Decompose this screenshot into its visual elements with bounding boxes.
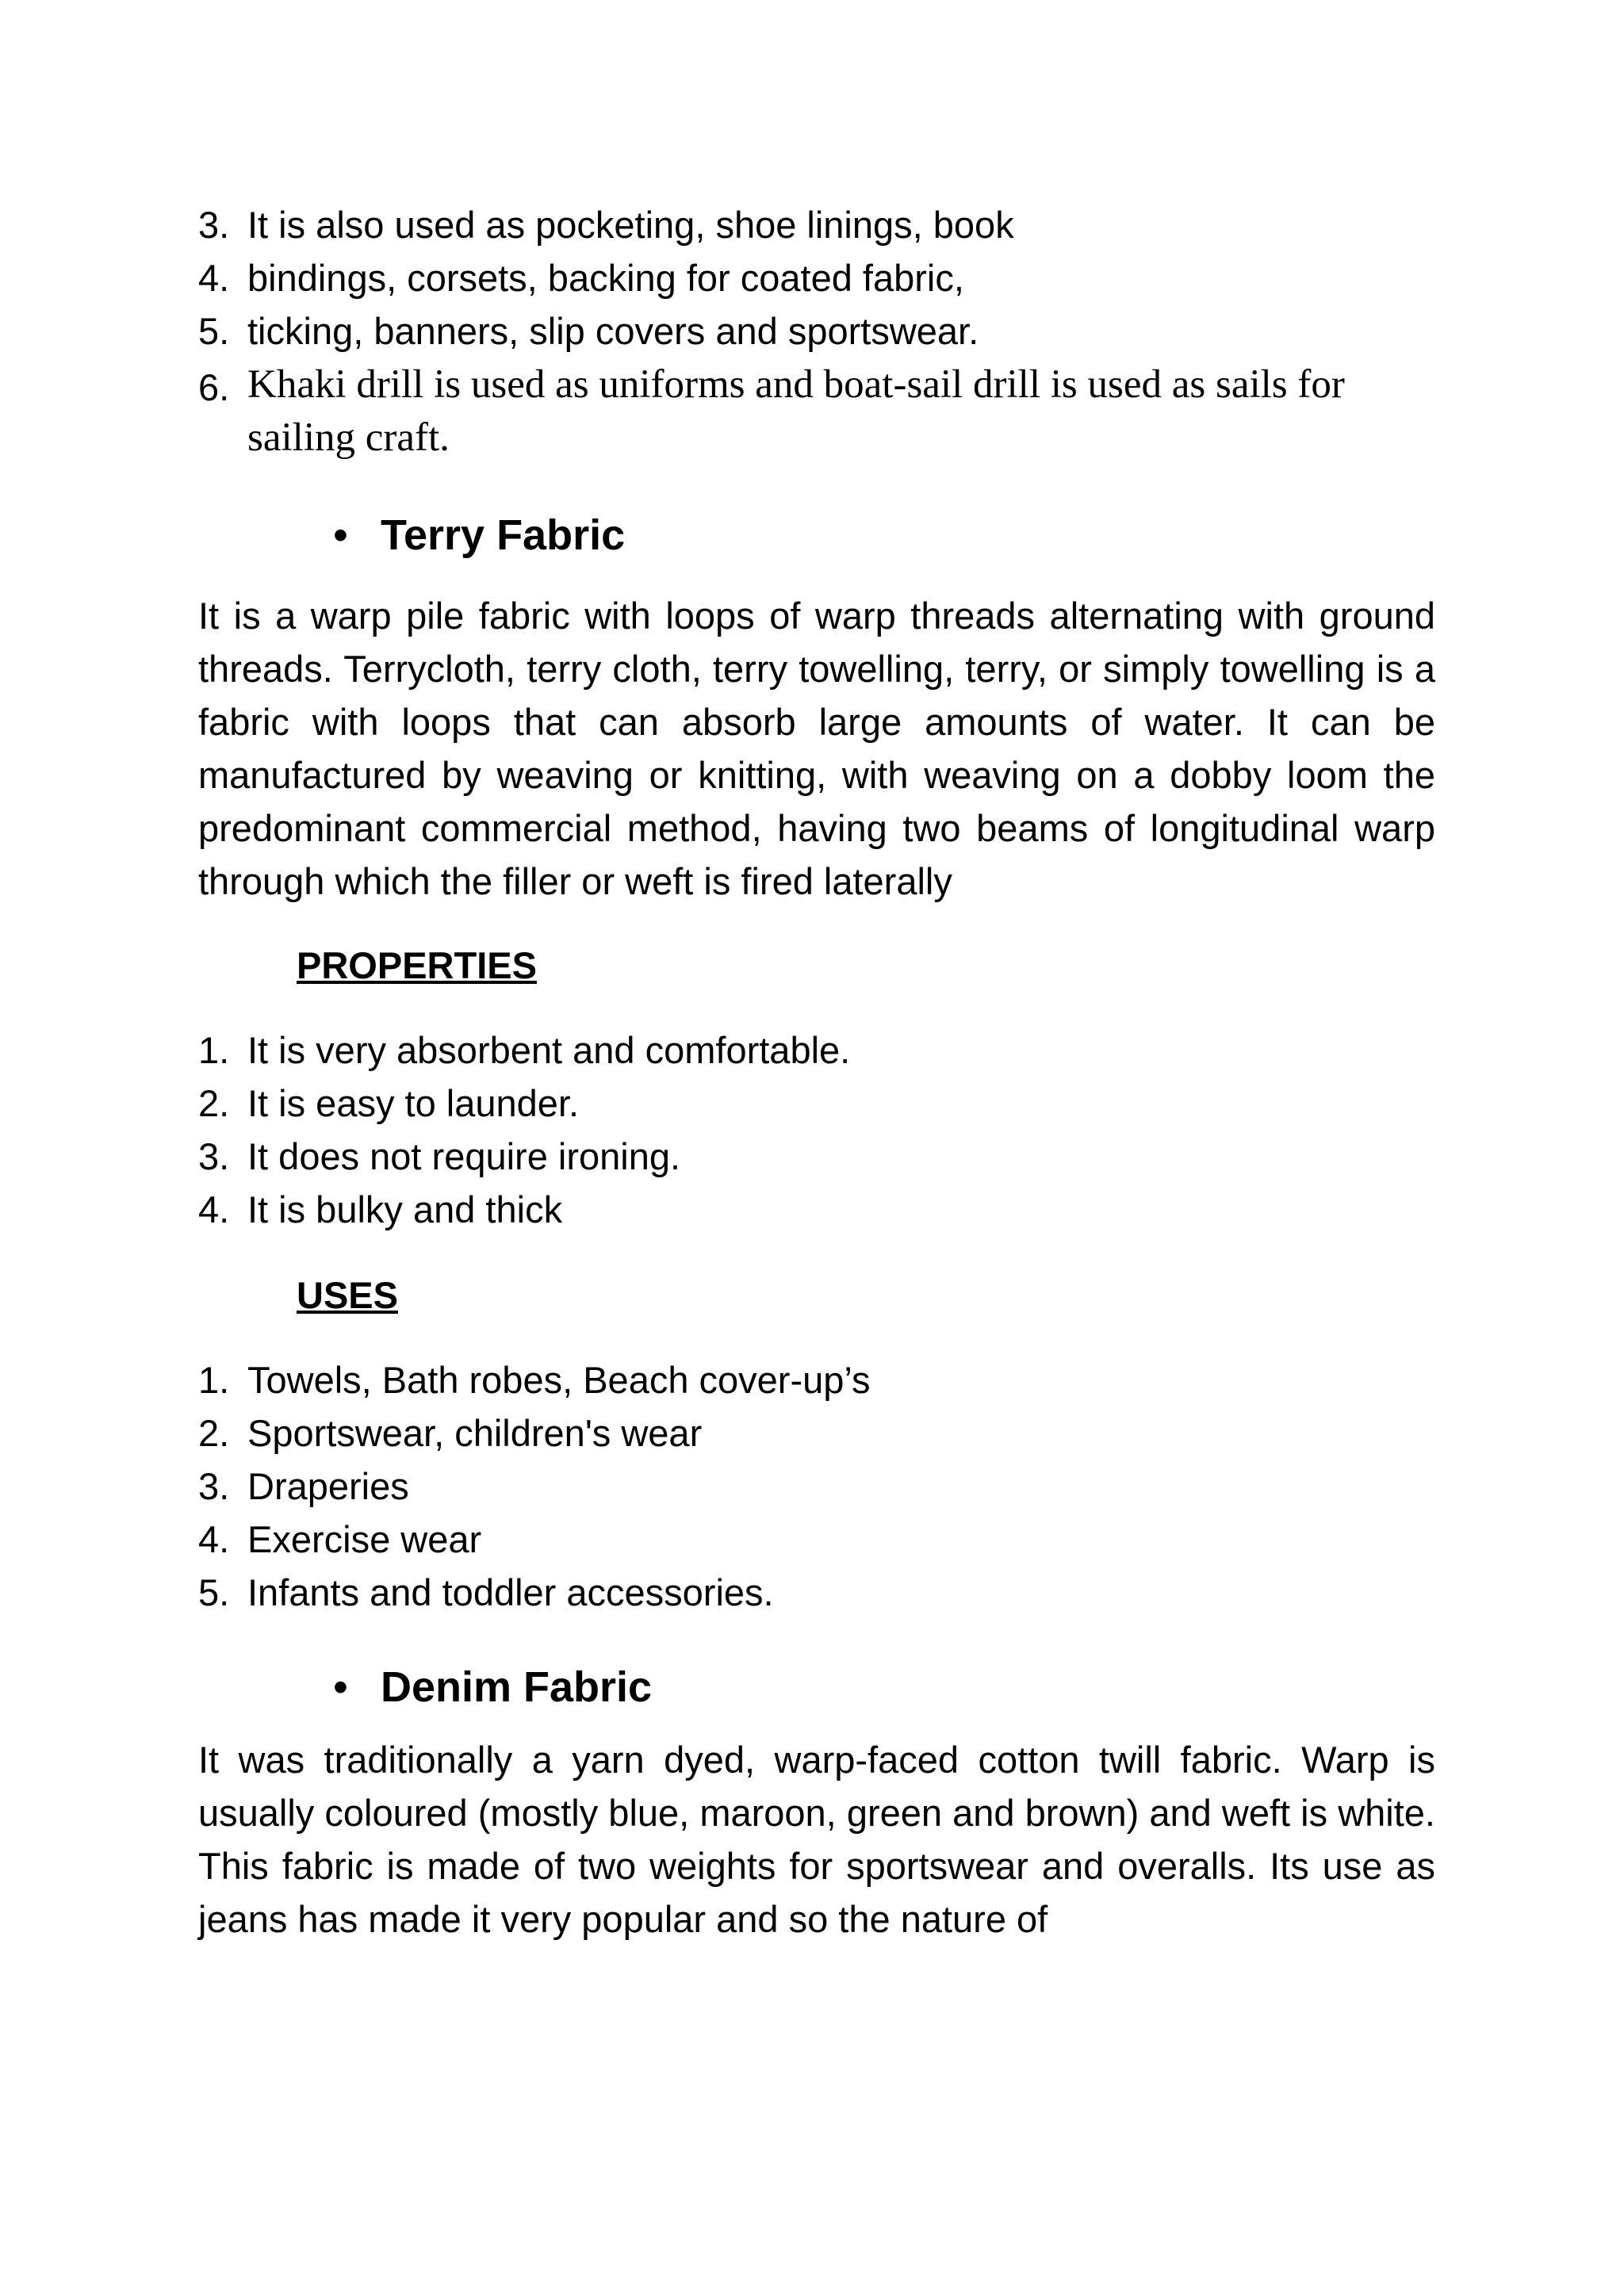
list-item-text: ticking, banners, slip covers and sportswear. xyxy=(247,310,979,352)
list-item: 1. Towels, Bath robes, Beach cover-up’s xyxy=(198,1359,871,1401)
drill-uses-list-continued xyxy=(198,198,1435,464)
list-item-text: Khaki drill is used as uniforms and boat-sail drill is used as sails for sailing craft. xyxy=(247,362,1345,460)
list-item-text: bindings, corsets, backing for coated fabric, xyxy=(247,257,964,299)
terry-fabric-paragraph: It is a warp pile fabric with loops of warp threads alternating with ground threads. Terrycloth, terry cloth, terry towelling, terry, or simply towelling is a fabric with loops that can absorb large amounts of water. It can be manufactured by weaving or knitting, with weaving on a dobby loom the predominant commercial method, having two beams of longitudinal warp through which the filler or weft is fired laterally xyxy=(198,595,1435,902)
list-item: 4. Exercise wear xyxy=(198,1518,482,1560)
bullet-icon: • xyxy=(333,511,348,559)
list-item: 1. It is very absorbent and comfortable. xyxy=(198,1029,851,1071)
section-title: Denim Fabric xyxy=(381,1663,653,1711)
terry-uses-heading: USES xyxy=(297,1274,398,1316)
list-item-text: It is also used as pocketing, shoe linings, book xyxy=(247,204,1014,246)
list-item-text: It is easy to launder. xyxy=(247,1082,580,1124)
list-item-text: Exercise wear xyxy=(247,1518,482,1560)
list-item-text: Draperies xyxy=(247,1465,409,1507)
list-item-text: It is very absorbent and comfortable. xyxy=(247,1029,851,1071)
list-item-text: Infants and toddler accessories. xyxy=(247,1571,774,1613)
denim-fabric-heading xyxy=(333,1655,1435,1719)
list-item: 3. It does not require ironing. xyxy=(198,1135,681,1177)
list-item-text: Sportswear, children's wear xyxy=(247,1412,703,1454)
list-item: 2. It is easy to launder. xyxy=(198,1082,580,1124)
document-page xyxy=(198,198,1435,1946)
list-item-text: It is bulky and thick xyxy=(247,1188,563,1230)
section-title: Terry Fabric xyxy=(381,511,626,559)
list-item-text: It does not require ironing. xyxy=(247,1135,681,1177)
bullet-icon: • xyxy=(333,1663,348,1711)
terry-properties-list xyxy=(198,1024,1435,1236)
list-item: 6. Khaki drill is used as uniforms and boat-sail drill is used as sails for sailing craft. xyxy=(198,362,1345,460)
list-item: 4. It is bulky and thick xyxy=(198,1188,563,1230)
terry-uses-list xyxy=(198,1353,1435,1619)
list-item: 2. Sportswear, children's wear xyxy=(198,1412,703,1454)
list-item: 3. Draperies xyxy=(198,1465,409,1507)
terry-fabric-heading xyxy=(333,503,1435,567)
list-item: 4. bindings, corsets, backing for coated fabric, xyxy=(198,257,964,299)
list-item: 5. ticking, banners, slip covers and sportswear. xyxy=(198,310,979,352)
list-item: 5. Infants and toddler accessories. xyxy=(198,1571,774,1613)
denim-fabric-paragraph: It was traditionally a yarn dyed, warp-faced cotton twill fabric. Warp is usually coloured (mostly blue, maroon, green and brown) and weft is white. This fabric is made of two weights for sportswear and overalls. Its use as jeans has made it very popular and so the nature of xyxy=(198,1739,1435,1940)
list-item-text: Towels, Bath robes, Beach cover-up’s xyxy=(247,1359,871,1401)
terry-properties-heading: PROPERTIES xyxy=(297,944,537,986)
list-item: 3. It is also used as pocketing, shoe linings, book xyxy=(198,204,1014,246)
